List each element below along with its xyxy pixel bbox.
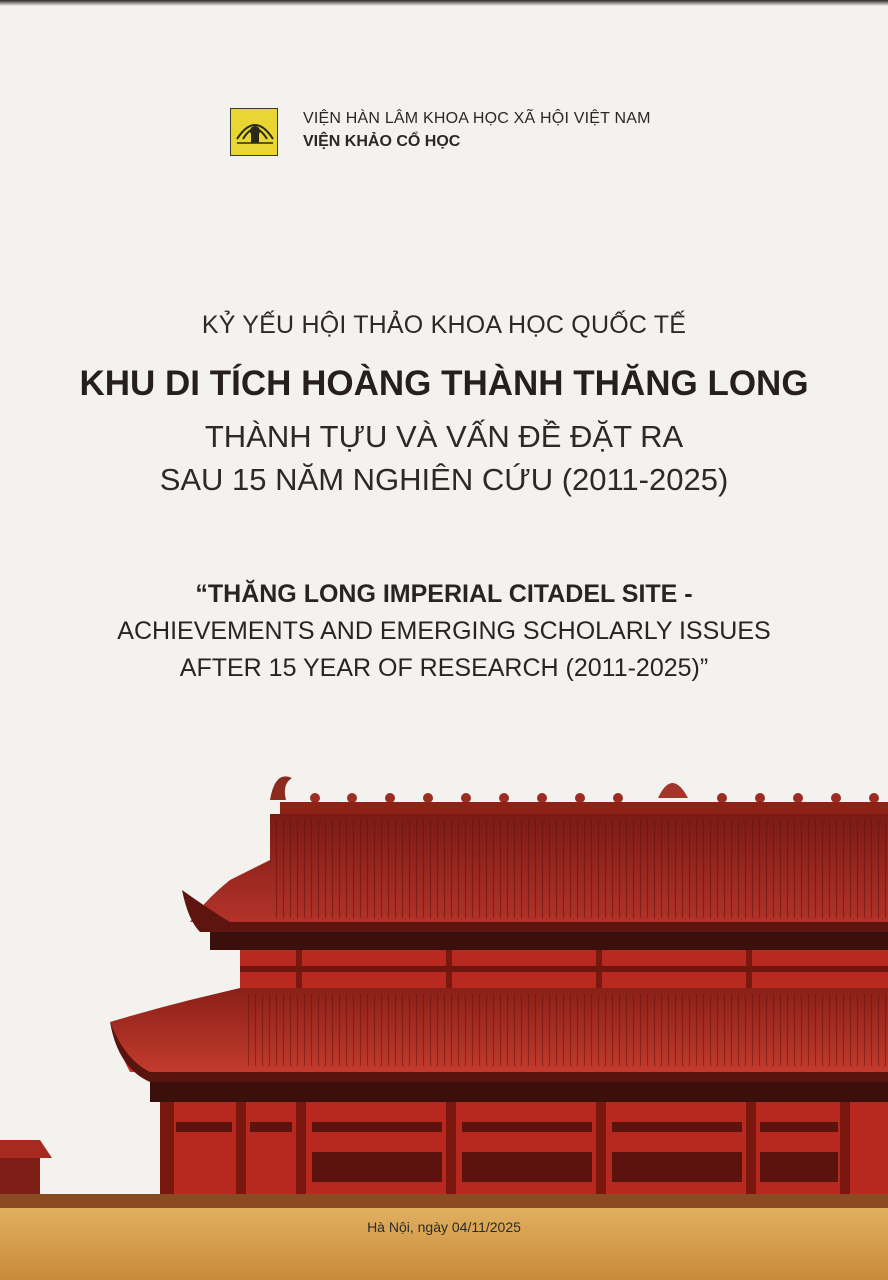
english-title-line1: “THĂNG LONG IMPERIAL CITADEL SITE - [195,580,693,608]
english-title-line3: AFTER 15 YEAR OF RESEARCH (2011-2025)” [179,654,709,682]
imperial-palace-illustration [0,760,888,1280]
english-title-line2: ACHIEVEMENTS AND EMERGING SCHOLARLY ISSUES [117,617,771,645]
subtitle-line1: THÀNH TỰU VÀ VẤN ĐỀ ĐẶT RA [204,419,684,454]
institute-logo-icon [230,108,278,156]
place-and-date: Hà Nội, ngày 04/11/2025 [367,1219,521,1235]
institute-name: VIỆN KHẢO CỔ HỌC [303,133,461,150]
institute-header [230,108,651,156]
scan-top-edge [0,0,888,6]
main-title: KHU DI TÍCH HOÀNG THÀNH THĂNG LONG [79,364,809,403]
proceedings-label: KỶ YẾU HỘI THẢO KHOA HỌC QUỐC TẾ [201,311,687,339]
parent-organization: VIỆN HÀN LÂM KHOA HỌC XÃ HỘI VIỆT NAM [303,110,651,127]
subtitle-line2: SAU 15 NĂM NGHIÊN CỨU (2011-2025) [159,462,729,497]
